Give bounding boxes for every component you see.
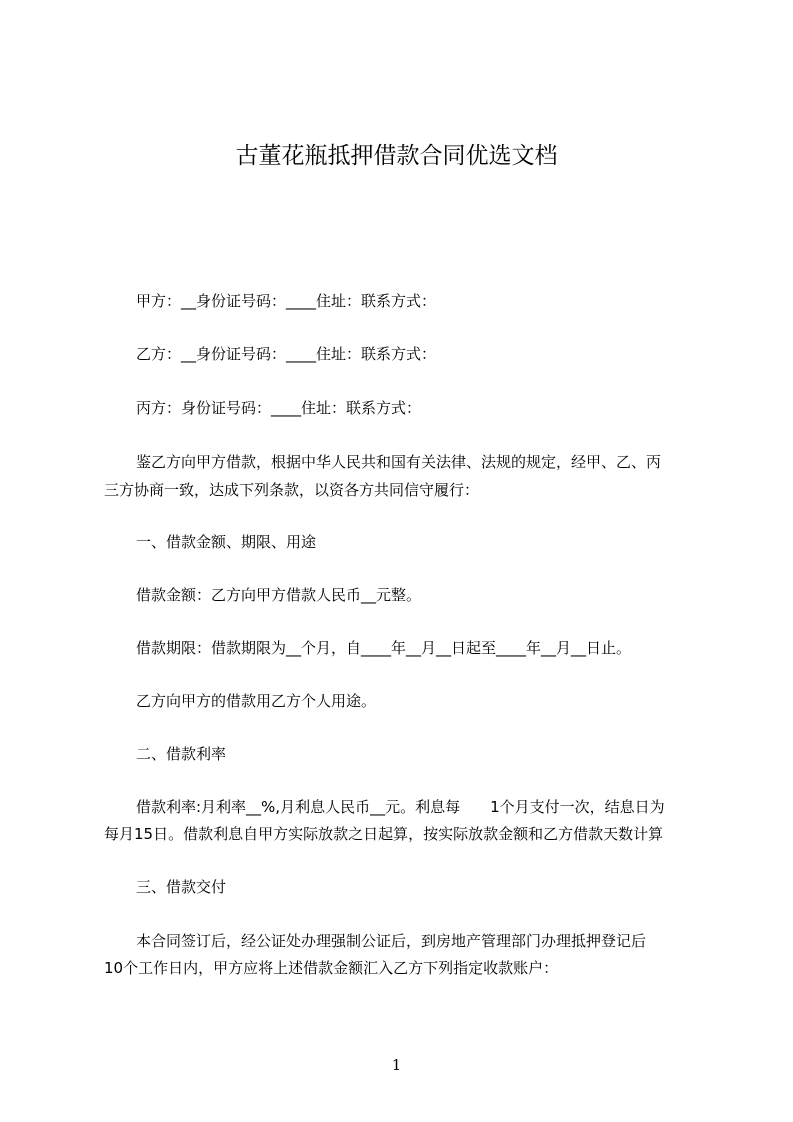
loan-purpose-line: 乙方向甲方的借款用乙方个人用途。 bbox=[136, 692, 377, 710]
party-a-line: 甲方：__身份证号码：____住址：联系方式： bbox=[136, 292, 437, 310]
loan-amount-line: 借款金额：乙方向甲方借款人民币__元整。 bbox=[136, 586, 422, 604]
preamble-line-1: 鉴乙方向甲方借款，根据中华人民共和国有关法律、法规的规定，经甲、乙、丙 bbox=[136, 453, 662, 471]
loan-period-line: 借款期限：借款期限为__个月，自____年__月__日起至____年__月__日止。 bbox=[136, 639, 632, 657]
party-c-line: 丙方：身份证号码：____住址：联系方式： bbox=[136, 399, 422, 417]
page-number: 1 bbox=[391, 1056, 402, 1074]
section-heading-loan-terms: 一、借款金额、期限、用途 bbox=[136, 533, 317, 551]
party-b-line: 乙方：__身份证号码：____住址：联系方式： bbox=[136, 345, 437, 363]
interest-line-2: 每月15日。借款利息自甲方实际放款之日起算，按实际放款金额和乙方借款天数计算 bbox=[104, 825, 664, 843]
section-heading-interest: 二、借款利率 bbox=[136, 745, 227, 763]
section-heading-delivery: 三、借款交付 bbox=[136, 878, 227, 896]
delivery-line-1: 本合同签订后，经公证处办理强制公证后，到房地产管理部门办理抵押登记后 bbox=[136, 932, 647, 950]
interest-line-1: 借款利率:月利率__%,月利息人民币__元。利息每 1个月支付一次，结息日为 bbox=[136, 798, 665, 816]
delivery-line-2: 10个工作日内，甲方应将上述借款金额汇入乙方下列指定收款账户： bbox=[104, 959, 559, 977]
preamble-line-2: 三方协商一致，达成下列条款，以资各方共同信守履行： bbox=[104, 481, 480, 499]
document-title: 古董花瓶抵押借款合同优选文档 bbox=[235, 143, 558, 169]
